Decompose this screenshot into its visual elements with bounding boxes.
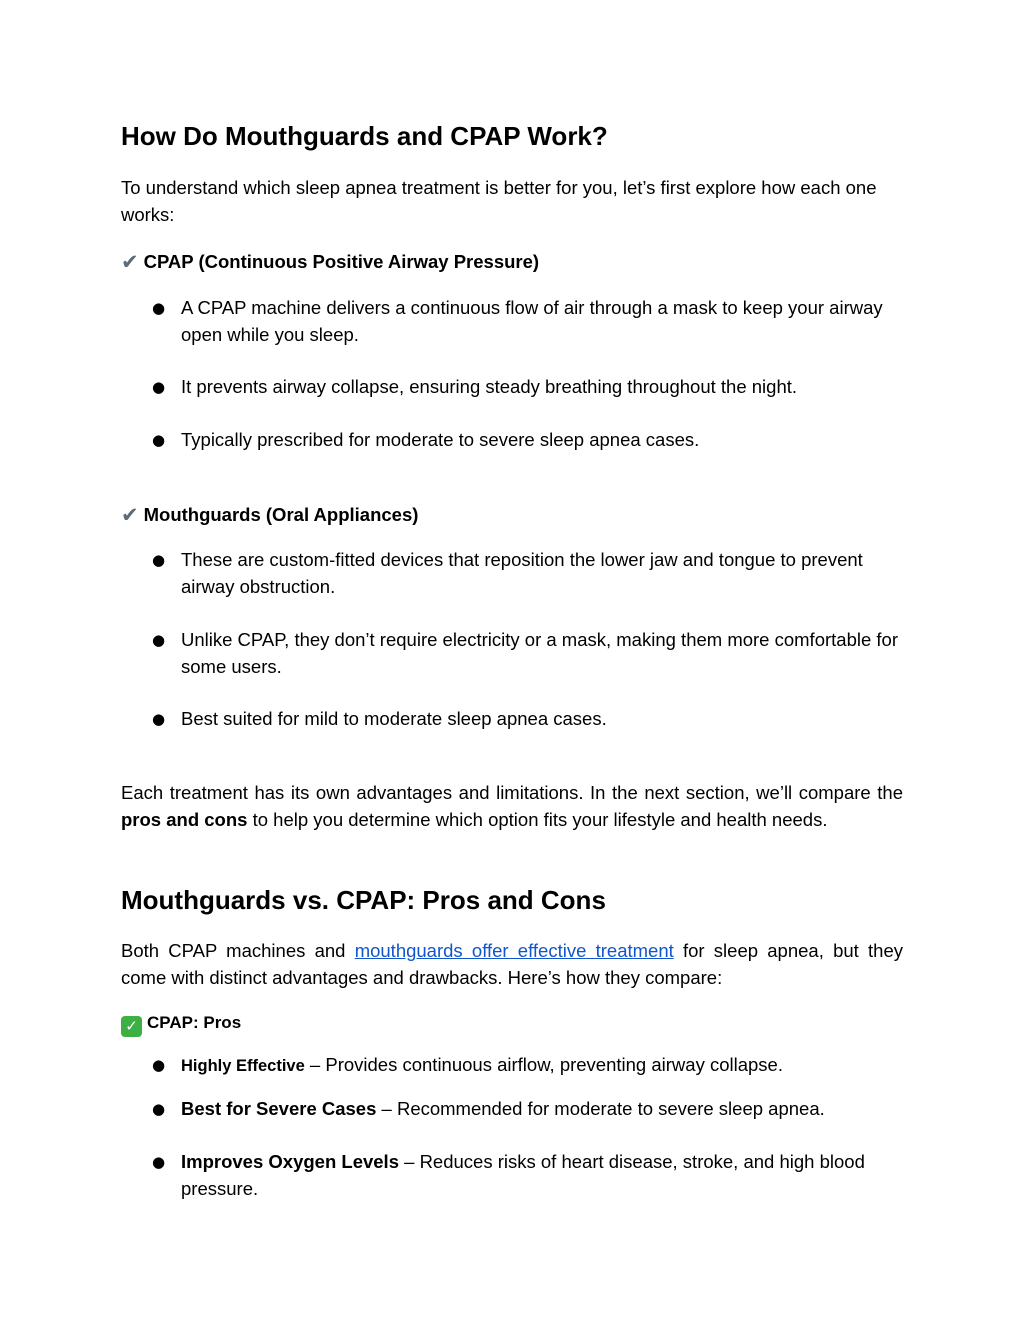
list-item [121,427,903,454]
closing-paragraph: Each treatment has its own advantages and limitations. In the next section, we’ll compare the pros and cons to help you determine which option fits your lifestyle and health needs. [121,782,903,830]
list-item [121,1052,903,1080]
cpap-pros-subheading [121,1010,241,1037]
heavy-check-mark-icon: ✔ [121,503,139,527]
list-item [121,547,903,600]
list-item-text: Unlike CPAP, they don’t require electricity or a mask, making them more comfortable for some users. [181,629,898,677]
mouthguards-subheading-label: Mouthguards (Oral Appliances) [143,504,419,525]
bullet-icon: ● [152,1056,166,1074]
cpap-subheading-label: CPAP (Continuous Positive Airway Pressure) [143,251,540,272]
list-item-text: These are custom-fitted devices that reposition the lower jaw and tongue to prevent airway obstruction. [181,549,863,597]
bullet-icon: ● [152,378,166,396]
list-item-label: Highly Effective [181,1057,305,1075]
cpap-pros-subheading-label: CPAP: Pros [147,1013,242,1032]
bullet-icon: ● [152,1153,166,1171]
list-item-text: Typically prescribed for moderate to severe sleep apnea cases. [181,429,700,450]
list-item [121,374,903,401]
white-check-mark-icon: ✓ [121,1016,142,1037]
bullet-icon: ● [152,631,166,649]
list-item-text: A CPAP machine delivers a continuous flow of air through a mask to keep your airway open while you sleep. [181,297,883,345]
section-heading: Mouthguards vs. CPAP: Pros and Cons [121,885,606,915]
bullet-icon: ● [152,299,166,317]
list-item-label: Improves Oxygen Levels [181,1151,399,1172]
mouthguards-treatment-link[interactable]: mouthguards offer effective treatment [354,940,674,961]
heavy-check-mark-icon: ✔ [121,250,139,274]
section-heading: How Do Mouthguards and CPAP Work? [121,121,608,151]
list-item [121,706,903,733]
comparison-intro-paragraph: Both CPAP machines and mouthguards offer effective treatment for sleep apnea, but they come with distinct advantages and drawbacks. Here’s how they compare: [121,940,903,988]
list-item-text: – Provides continuous airflow, preventing airway collapse. [304,1054,783,1075]
list-item [121,627,903,680]
list-item-text: – Reduces risks of heart disease, stroke, and high blood pressure. [181,1151,865,1199]
list-item [121,1096,903,1123]
bullet-icon: ● [152,1100,166,1118]
list-item [121,1149,903,1202]
mouthguards-subheading [121,501,418,528]
cpap-subheading [121,248,539,275]
list-item-text: It prevents airway collapse, ensuring steady breathing throughout the night. [181,376,798,397]
bullet-icon: ● [152,710,166,728]
bullet-icon: ● [152,431,166,449]
list-item-text: – Recommended for moderate to severe sleep apnea. [376,1098,825,1119]
pros-and-cons-emphasis: pros and cons [121,808,248,830]
list-item-label: Best for Severe Cases [181,1098,377,1119]
bullet-icon: ● [152,551,166,569]
intro-paragraph: To understand which sleep apnea treatment is better for you, let’s first explore how each one works: [121,177,877,225]
list-item [121,295,903,348]
list-item-text: Best suited for mild to moderate sleep apnea cases. [181,708,607,729]
